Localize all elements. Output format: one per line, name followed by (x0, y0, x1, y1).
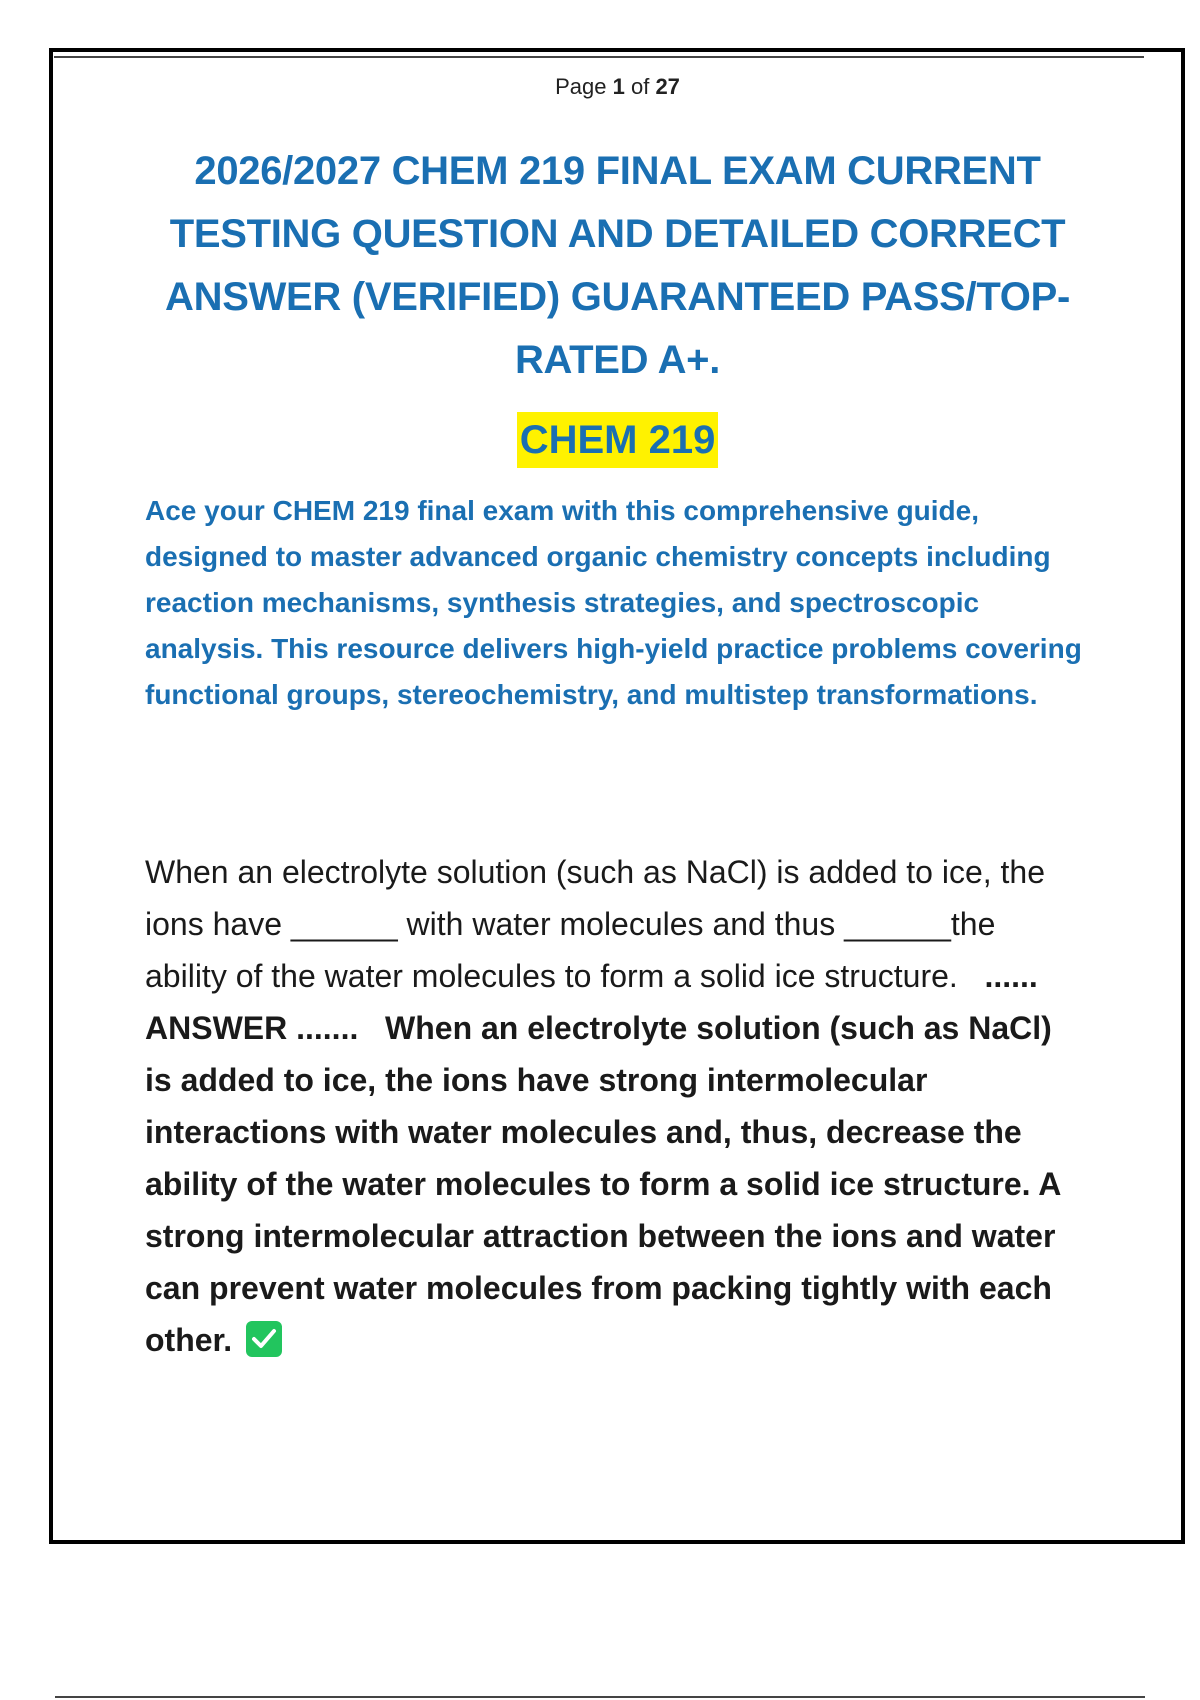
page-number (0, 74, 1200, 100)
page-current: 1 (612, 74, 625, 99)
course-tag-container (0, 412, 1200, 468)
check-mark-icon (246, 1321, 282, 1357)
question-text: When an electrolyte solution (such as NaCl) is added to ice, the ions have ______ with water molecules and thus ______the ability of the water molecules to form a solid ice structure. (145, 854, 1046, 994)
page-label: Page (555, 74, 607, 99)
question-answer-block (145, 846, 1080, 1366)
answer-label: ...... ANSWER ....... (145, 958, 1038, 1046)
course-tag: CHEM 219 (517, 412, 719, 468)
page-of-label: of (630, 74, 650, 99)
document-title: 2026/2027 CHEM 219 FINAL EXAM CURRENT TESTING QUESTION AND DETAILED CORRECT ANSWER (VERIFIED) GUARANTEED PASS/TOP-RATED A+. (165, 149, 1070, 382)
bottom-rule (55, 1696, 1145, 1698)
intro-paragraph: Ace your CHEM 219 final exam with this comprehensive guide, designed to master advanced organic chemistry concepts including reaction mechanisms, synthesis strategies, and spectroscopic analysis. This resource delivers high-yield practice problems covering functional groups, stereochemistry, and multistep transformations. (145, 495, 1082, 710)
page-total: 27 (655, 74, 680, 99)
answer-text: When an electrolyte solution (such as NaCl) is added to ice, the ions have strong intermolecular interactions with water molecules and, thus, decrease the ability of the water molecules to form a solid ice structure. A strong intermolecular attraction between the ions and water can prevent water molecules from packing tightly with each other. (145, 1010, 1061, 1358)
